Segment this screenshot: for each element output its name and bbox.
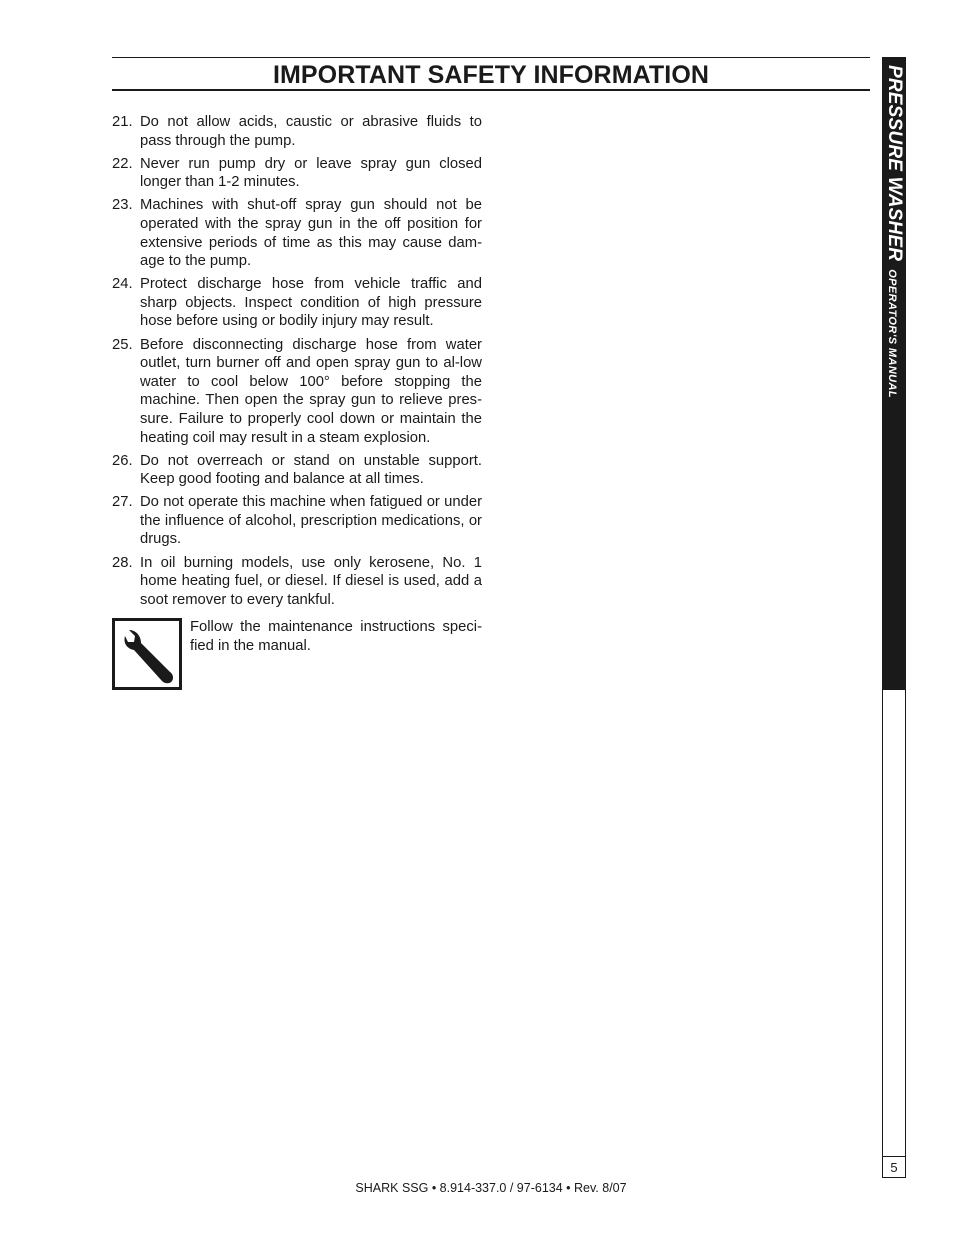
- page-number: 5: [882, 1156, 906, 1178]
- item-text: Do not overreach or stand on unstable support. Keep good footing and balance at all times.: [140, 452, 482, 488]
- side-tab-title: PRESSURE WASHER: [884, 65, 905, 262]
- top-rule: [112, 57, 870, 58]
- list-item: [112, 155, 482, 192]
- item-text: Machines with shut-off spray gun should not be operated with the spray gun in the off position for extensive periods of time as this may cause dam-age to the pump.: [140, 197, 482, 270]
- footer: SHARK SSG • 8.914-337.0 / 97-6134 • Rev. 8/07: [355, 1181, 627, 1195]
- item-number: 27.: [112, 494, 133, 511]
- list-item: [112, 275, 482, 331]
- wrench-icon: [112, 618, 182, 690]
- item-text: In oil burning models, use only kerosene, No. 1 home heating fuel, or diesel. If diesel is used, add a soot remover to every tankful.: [140, 554, 482, 608]
- item-number: 23.: [112, 197, 133, 214]
- page-title: IMPORTANT SAFETY INFORMATION: [272, 61, 710, 89]
- list-item: [112, 196, 482, 270]
- item-text: Do not allow acids, caustic or abrasive fluids to pass through the pump.: [140, 114, 482, 149]
- side-tab-label: [883, 65, 905, 665]
- item-text: Do not operate this machine when fatigued or under the influence of alcohol, prescription medications, or drugs.: [140, 494, 482, 548]
- list-item: [112, 554, 482, 610]
- item-text: Never run pump dry or leave spray gun closed longer than 1-2 minutes.: [140, 155, 482, 191]
- item-number: 22.: [112, 155, 133, 172]
- item-text: Before disconnecting discharge hose from water outlet, turn burner off and open spray gun to al-low water to cool below 100° before stopping the machine. Then open the spray gun to relieve pres-sure. Failure to properly cool down or maintain the heating coil may result in a steam explosion.: [140, 336, 482, 446]
- item-text: Protect discharge hose from vehicle traffic and sharp objects. Inspect condition of high pressure hose before using or bodily injury may result.: [140, 276, 482, 330]
- item-number: 28.: [112, 554, 133, 571]
- maintenance-note: [112, 618, 482, 688]
- list-item: [112, 493, 482, 549]
- title-rule: [112, 89, 870, 91]
- list-item: [112, 336, 482, 448]
- list-item: [112, 452, 482, 489]
- item-number: 24.: [112, 276, 133, 293]
- item-number: 26.: [112, 452, 133, 469]
- list-item: [112, 113, 482, 150]
- safety-list: [112, 113, 482, 614]
- item-number: 21.: [112, 114, 133, 130]
- maintenance-text: Follow the maintenance instructions speci-fied in the manual.: [190, 619, 482, 654]
- item-number: 25.: [112, 336, 133, 353]
- side-tab-subtitle: OPERATOR'S MANUAL: [886, 269, 898, 398]
